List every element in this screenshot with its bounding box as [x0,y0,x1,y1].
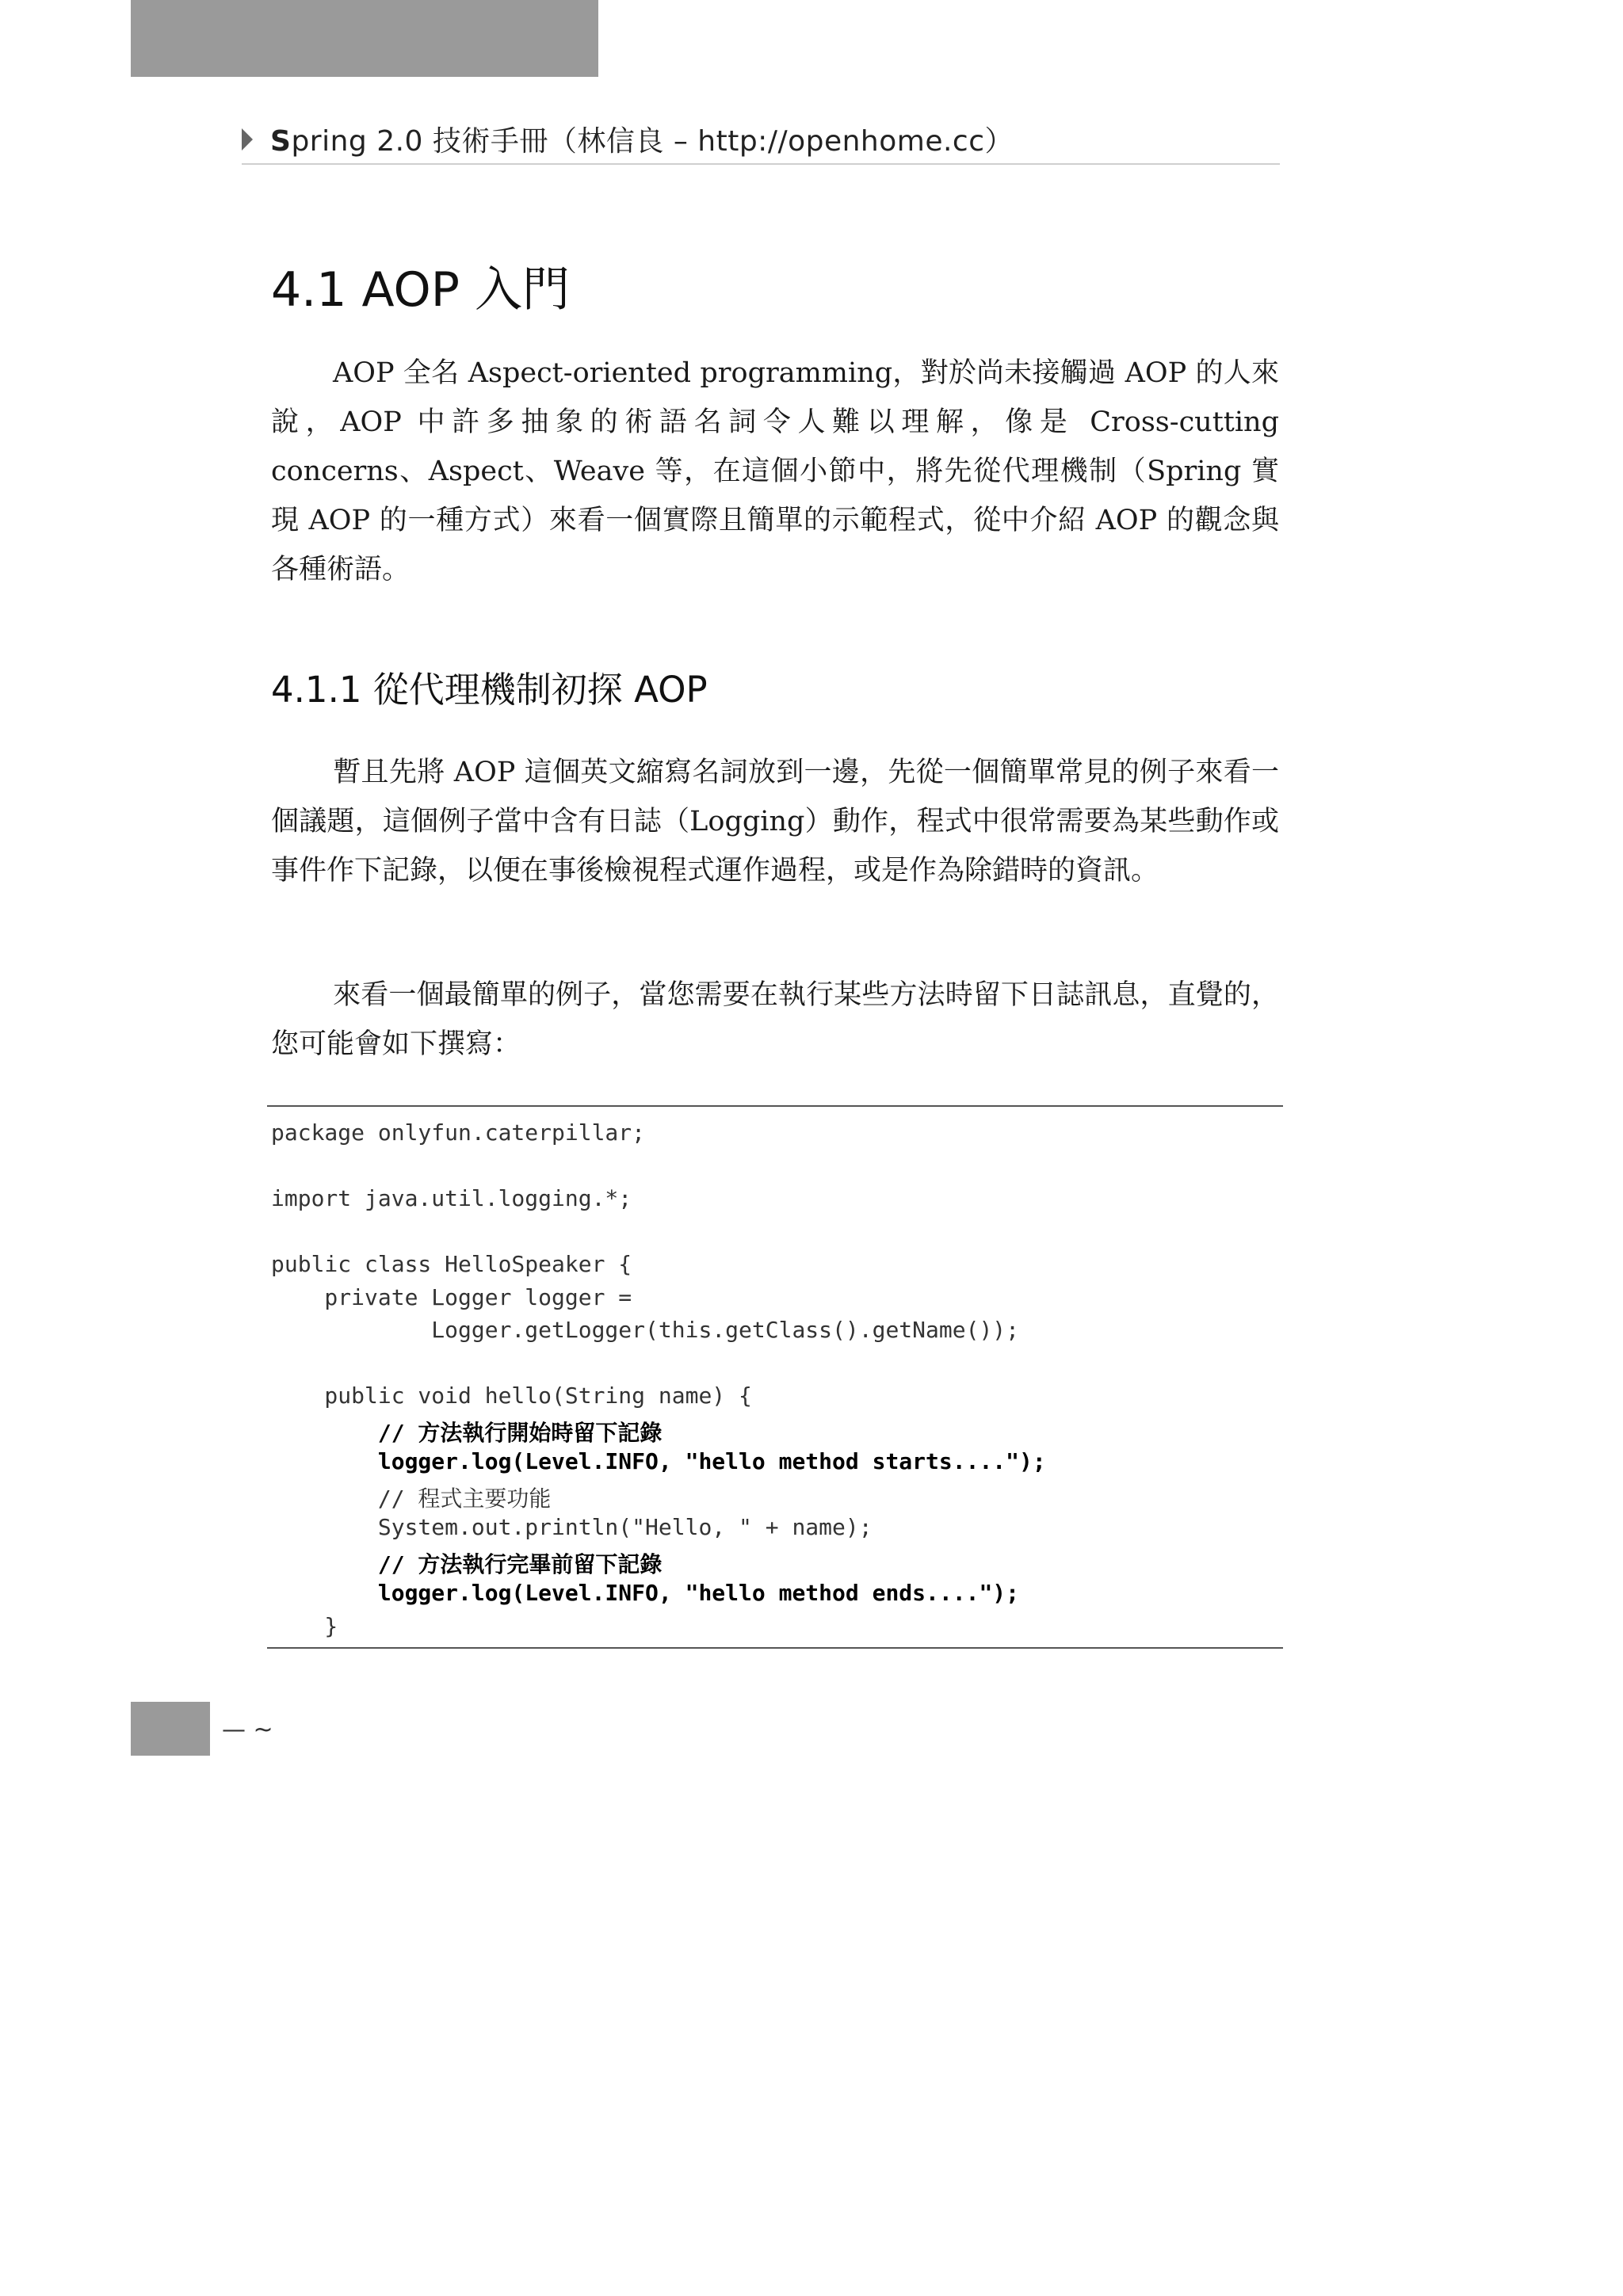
top-decorative-bar [131,0,598,77]
code-comment-bold: // 方法執行開始時留下記錄 [271,1419,663,1446]
paragraph-logging-text: 暫且先將 AOP 這個英文縮寫名詞放到一邊，先從一個簡單常見的例子來看一個議題，這個例子當中含有日誌（Logging）動作，程式中很常需要為某些動作或事件作下記錄，以便在事後檢視程式運作過程，或是作為除錯時的資訊。 [271,757,1279,887]
section-title: 4.1 AOP 入門 [271,262,570,318]
code-line: public void hello(String name) { [271,1383,752,1409]
running-header [242,116,1280,165]
header-text [270,119,1014,159]
code-line: public class HelloSpeaker { [271,1251,632,1277]
paragraph-intro-text: AOP 全名 Aspect-oriented programming，對於尚未接觸過 AOP 的人來說，AOP 中許多抽象的術語名詞令人難以理解，像是 Cross-cutting concerns、Aspect、Weave 等，在這個小節中，將先從代理機制（Spring 實現 AOP 的一種方式）來看一個實際且簡單的示範程式，從中介紹 AOP 的觀念與各種術語。 [271,357,1279,585]
code-listing [267,1105,1283,1649]
code-line: import java.util.logging.*; [271,1185,632,1211]
header-first-letter: S [270,125,292,158]
code-line: Logger.getLogger(this.getClass().getName()); [271,1317,1020,1343]
header-arrow-icon [242,128,253,151]
paragraph-intro [271,349,1279,594]
paragraph-example-text: 來看一個最簡單的例子，當您需要在執行某些方法時留下日誌訊息，直覺的，您可能會如下撰寫： [271,979,1279,1060]
code-line: package onlyfun.caterpillar; [271,1119,646,1146]
paragraph-logging [271,748,1279,895]
page-number-tab [131,1702,210,1756]
page-number-mark: — ~ [222,1716,273,1744]
code-comment-bold: // 方法執行完畢前留下記錄 [271,1550,663,1577]
code-line: System.out.println("Hello, " + name); [271,1514,873,1540]
code-line: private Logger logger = [271,1283,632,1310]
code-comment: // 程式主要功能 [271,1485,552,1512]
code-line-bold: logger.log(Level.INFO, "hello method starts...."); [271,1448,1046,1474]
paragraph-example [271,971,1279,1069]
header-rest: pring 2.0 技術手冊（林信良 – http://openhome.cc） [291,125,1014,158]
code-line: } [271,1612,338,1639]
code-line-bold: logger.log(Level.INFO, "hello method ends...."); [271,1580,1020,1606]
subsection-title: 4.1.1 從代理機制初探 AOP [271,669,708,711]
